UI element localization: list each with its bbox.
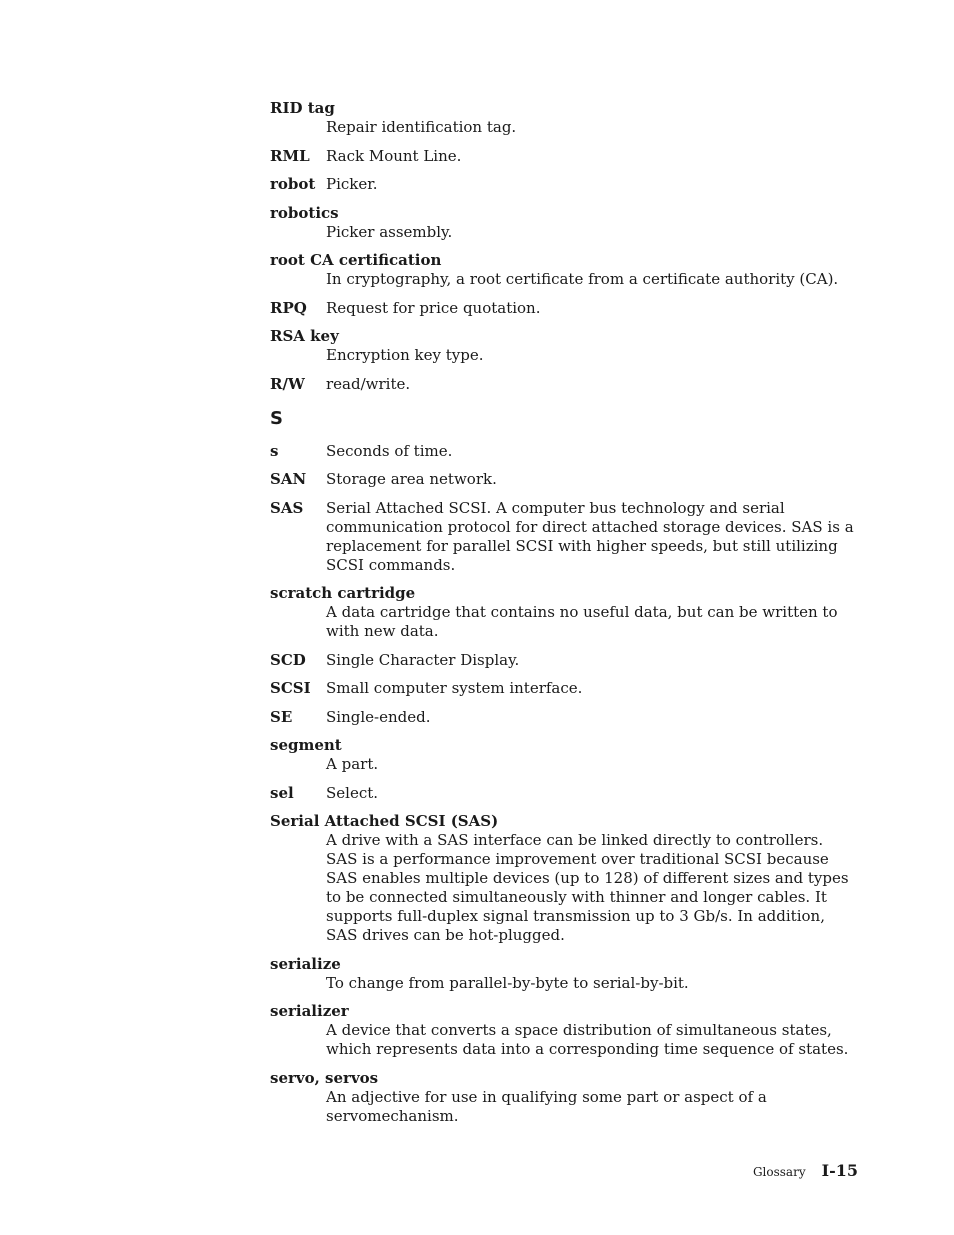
glossary-entry	[270, 327, 855, 365]
glossary-definition: An adjective for use in qualifying some part or aspect of a servomechanism.	[326, 1087, 767, 1125]
glossary-term: SE	[270, 707, 293, 726]
glossary-term: SAS	[270, 498, 304, 517]
glossary-entry	[270, 470, 855, 489]
glossary-definition: Seconds of time.	[326, 441, 453, 460]
glossary-entry	[270, 204, 855, 242]
glossary-term: serialize	[270, 954, 341, 973]
glossary-term: root CA certification	[270, 251, 442, 269]
glossary-term: serializer	[270, 1002, 349, 1020]
glossary-entry	[270, 1069, 855, 1126]
glossary-entry	[270, 442, 855, 461]
glossary-term: R/W	[270, 374, 305, 393]
glossary-definition: Request for price quotation.	[326, 298, 541, 317]
glossary-definition: Serial Attached SCSI. A computer bus technology and serial communication protocol for direct attached storage devices. SAS is a replacement for parallel SCSI with higher speeds, but still utilizing SCSI commands.	[326, 498, 854, 574]
glossary-term: RID tag	[270, 99, 335, 117]
glossary-entry	[270, 99, 855, 137]
glossary-definition: Storage area network.	[326, 470, 497, 488]
glossary-definition: A device that converts a space distribution of simultaneous states, which represents data into a corresponding time sequence of states.	[326, 1021, 849, 1058]
glossary-term: sel	[270, 783, 294, 802]
glossary-term: Serial Attached SCSI (SAS)	[270, 812, 499, 830]
glossary-term: s	[270, 441, 279, 460]
glossary-definition: Encryption key type.	[326, 346, 484, 364]
glossary-entry	[270, 147, 855, 166]
glossary-term: RSA key	[270, 327, 339, 345]
glossary-definition: Rack Mount Line.	[326, 146, 462, 165]
glossary-definition: A drive with a SAS interface can be linked directly to controllers. SAS is a performance improvement over traditional SCSI because SAS enables multiple devices (up to 128) of different sizes and types to be connected simultaneously with thinner and longer cables. It supports full-duplex signal transmission up to 3 Gb/s. In addition, SAS drives can be hot-plugged.	[326, 831, 849, 944]
section-heading-s: S	[270, 407, 283, 429]
glossary-entry	[270, 679, 855, 698]
glossary-term: RML	[270, 146, 310, 165]
glossary-entry	[270, 375, 855, 394]
glossary-definition: Select.	[326, 783, 379, 802]
glossary-entry	[270, 784, 855, 803]
glossary-term: SAN	[270, 470, 307, 488]
glossary-definition: In cryptography, a root certificate from a certificate authority (CA).	[326, 270, 839, 288]
glossary-entry	[270, 584, 855, 641]
glossary-entry	[270, 299, 855, 318]
glossary-entry	[270, 499, 855, 575]
glossary-definition: Small computer system interface.	[326, 679, 583, 697]
glossary-group-s	[270, 442, 855, 1126]
glossary-definition: Single Character Display.	[326, 650, 520, 669]
glossary-definition: read/write.	[326, 374, 411, 393]
glossary-term: robot	[270, 175, 316, 193]
glossary-term: robotics	[270, 203, 339, 222]
footer-label: Glossary	[752, 1165, 806, 1179]
glossary-definition: Picker assembly.	[326, 222, 453, 241]
glossary-term: servo, servos	[270, 1068, 379, 1087]
page-footer	[753, 1161, 858, 1180]
glossary-entry	[270, 812, 855, 945]
glossary-term: scratch cartridge	[270, 584, 416, 602]
glossary-group-r	[270, 99, 855, 394]
glossary-definition: Repair identification tag.	[326, 118, 517, 136]
glossary-definition: A data cartridge that contains no useful data, but can be written to with new data.	[326, 603, 838, 640]
glossary-entry	[270, 736, 855, 774]
glossary-entry	[270, 1002, 855, 1059]
glossary-entry	[270, 175, 855, 194]
glossary-list	[270, 99, 855, 1135]
glossary-term: RPQ	[270, 298, 307, 317]
glossary-entry	[270, 955, 855, 993]
glossary-definition: Picker.	[326, 175, 378, 193]
glossary-definition: To change from parallel-by-byte to serial-by-bit.	[326, 973, 689, 992]
glossary-entry	[270, 251, 855, 289]
glossary-term: segment	[270, 736, 342, 754]
glossary-definition: Single-ended.	[326, 707, 431, 726]
glossary-term: SCSI	[270, 679, 311, 697]
glossary-term: SCD	[270, 650, 306, 669]
glossary-entry	[270, 651, 855, 670]
glossary-definition: A part.	[326, 755, 379, 773]
page-number: I-15	[821, 1161, 858, 1180]
glossary-entry	[270, 708, 855, 727]
